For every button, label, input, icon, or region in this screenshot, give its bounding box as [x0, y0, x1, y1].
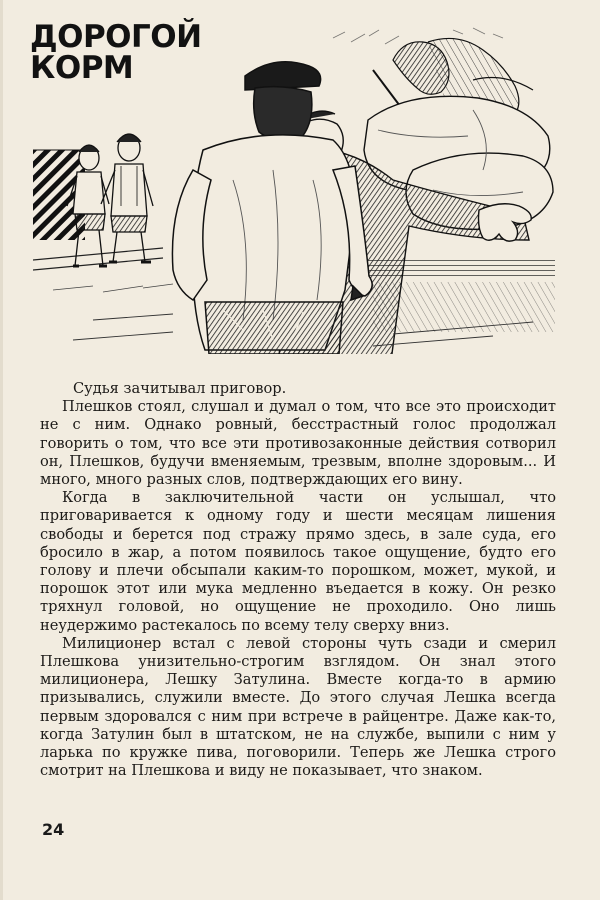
story-title-line-1: ДОРОГОЙ [30, 19, 202, 55]
paragraph-3: Когда в заключительной части он услышал, что приговаривается к одному году и шести месяцам лишения свободы и берется под стражу прямо здесь, в зале суда, его бросило в жар, а потом появилось такое ощущение, будто его голову и плечи обсыпали каким-то порошком, может, мукой, и порошок этот или мука медленно въедается в кожу. Он резко тряхнул головой, но ощущение не проходило. Оно лишь неудержимо растекалось по всему телу сверху вниз. [40, 489, 556, 634]
paragraph-2: Плешков стоял, слушал и думал о том, что все это происходит не с ним. Однако ровный, бесстрастный голос продолжал говорить о том, что все эти противозаконные действия сотворил он, Плешков, будучи вменяемым, трезвым, вполне здоровым... И много, много разных слов, подтверждающих его вину. [40, 398, 556, 489]
story-title [30, 19, 202, 86]
paragraph-4: Милиционер встал с левой стороны чуть сзади и смерил Плешкова унизительно-строгим взглядом. Он знал этого милиционера, Лешку Затулина. Вместе когда-то в армию призывались, служили вместе. До этого случая Лешка всегда первым здоровался с ним при встрече в райцентре. Даже как-то, когда Затулин был в штатском, не на службе, выпили с ним у ларька по кружке пива, поговорили. Теперь же Лешка строго смотрит на Плешкова и виду не показывает, что знаком. [40, 634, 556, 780]
paragraph-1: Судья зачитывал приговор. [73, 380, 287, 397]
story-text [40, 380, 556, 780]
story-title-line-2: КОРМ [30, 50, 134, 86]
page-number: 24 [42, 820, 65, 839]
